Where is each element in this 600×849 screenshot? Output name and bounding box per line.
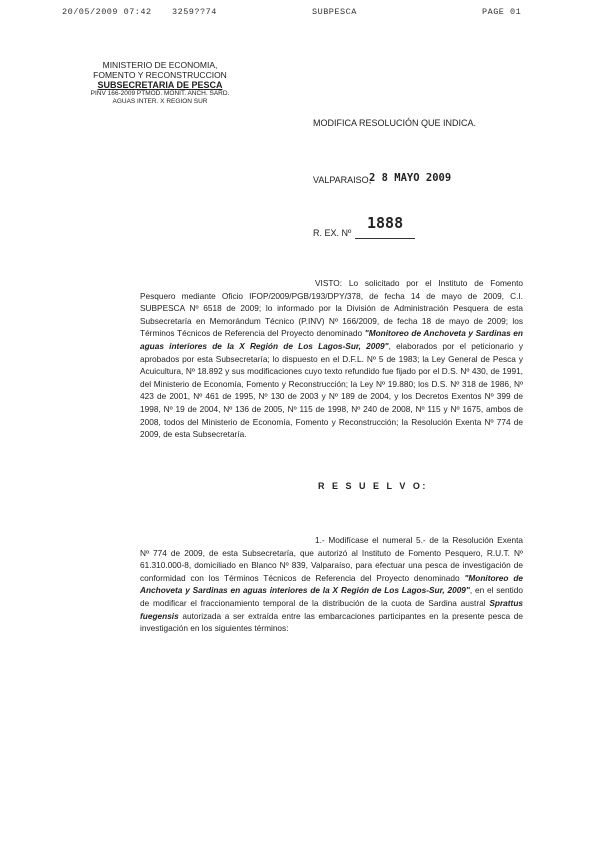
visto-paragraph bbox=[140, 277, 523, 441]
resolution-label: R. EX. Nº bbox=[313, 228, 352, 238]
date-stamp: 2 8 MAYO 2009 bbox=[369, 172, 452, 184]
resolution-underline bbox=[355, 238, 415, 239]
visto-text-2: , elaborados por el peticionario y aprobados por esta Subsecretaría; lo dispuesto en el D.F.L. Nº 5 de 1983; la Ley General de Pesca y Acuicultura, Nº 18.892 y sus modificaciones cuyo texto refundido fue fijado por el D.S. Nº 430, de 1991, del Ministerio de Economía, Fomento y Reconstrucción; la Ley Nº 19.880; los D.S. Nº 318 de 1986, Nº 423 de 2001, Nº 461 de 1995, Nº 130 de 2003 y Nº 189 de 2004, y los Decretos Exentos Nº 399 de 1998, Nº 19 de 2004, Nº 136 de 2005, Nº 115 de 1998, Nº 240 de 2008, Nº 115 y Nº 1675, ambos de 2008, todos del Ministerio de Economía, Fomento y Reconstrucción; la Resolución Exenta Nº 774 de 2009, de esta Subsecretaría. bbox=[140, 340, 523, 440]
fax-datetime: 20/05/2009 07:42 bbox=[62, 7, 152, 17]
resuelvo-text-3: autorizada a ser extraída entre las embarcaciones participantes en la presente pesca de investigación en los siguientes términos: bbox=[140, 610, 523, 634]
fax-number: 3259??74 bbox=[172, 7, 217, 17]
resuelvo-species: Sprattus fuegensis bbox=[140, 597, 523, 621]
fax-sender: SUBPESCA bbox=[312, 7, 357, 17]
resuelvo-text-2: , en el sentido de modificar el fraccionamiento temporal de la distribución de la cuota de Sardina austral bbox=[140, 585, 523, 608]
letterhead bbox=[80, 60, 240, 105]
visto-text-1: Lo solicitado por el Instituto de Fomento Pesquero mediante Oficio IFOP/2009/PGB/193/DPY/378, de fecha 14 de mayo de 2009, C.I. SUBPESCA Nº 6518 de 2009; lo informado por la División de Administración Pesquera de esta Subsecretaría en Memorándum Técnico (P.INV) Nº 166/2009, de fecha 18 de mayo de 2009; los Términos Técnicos de Referencia del Proyecto denominado bbox=[140, 278, 523, 339]
letterhead-ministry: MINISTERIO DE ECONOMIA, bbox=[102, 60, 218, 70]
letterhead-undersecretariat: SUBSECRETARIA DE PESCA bbox=[97, 80, 223, 90]
resuelvo-project-name: "Monitoreo de Anchoveta y Sardinas en aguas interiores de la X Región de Los Lagos-Sur, 2009" bbox=[140, 572, 523, 596]
visto-project-name: "Monitoreo de Anchoveta y Sardinas en aguas interiores de la X Región de Los Lagos-Sur, 2009" bbox=[140, 328, 523, 351]
date-city: VALPARAISO, bbox=[313, 175, 372, 185]
resuelvo-section bbox=[140, 534, 523, 635]
letterhead-reference: PINV 166-2009 PTMOD. MONIT. ANCH. SARD. bbox=[90, 90, 230, 97]
letterhead-reference-2: AGUAS INTER. X REGION SUR bbox=[112, 97, 208, 105]
document-subject: MODIFICA RESOLUCIÓN QUE INDICA. bbox=[313, 118, 477, 128]
resuelvo-paragraph-1 bbox=[140, 534, 523, 635]
resolution-number: 1888 bbox=[367, 214, 404, 232]
letterhead-ministry-2: FOMENTO Y RECONSTRUCCION bbox=[93, 70, 227, 80]
visto-heading: VISTO: bbox=[315, 278, 343, 288]
fax-page: PAGE 01 bbox=[482, 7, 522, 17]
visto-section bbox=[140, 277, 523, 441]
resuelvo-heading: R E S U E L V O: bbox=[318, 481, 428, 491]
resuelvo-text-1: 1.- Modifícase el numeral 5.- de la Resolución Exenta Nº 774 de 2009, de esta Subsecretaría, que autorizó al Instituto de Fomento Pesquero, R.U.T. Nº 61.310.000-8, domiciliado en Blanco Nº 839, Valparaíso, para efectuar una pesca de investigación de conformidad con los Términos Técnicos de Referencia del Proyecto denominado bbox=[140, 535, 523, 583]
